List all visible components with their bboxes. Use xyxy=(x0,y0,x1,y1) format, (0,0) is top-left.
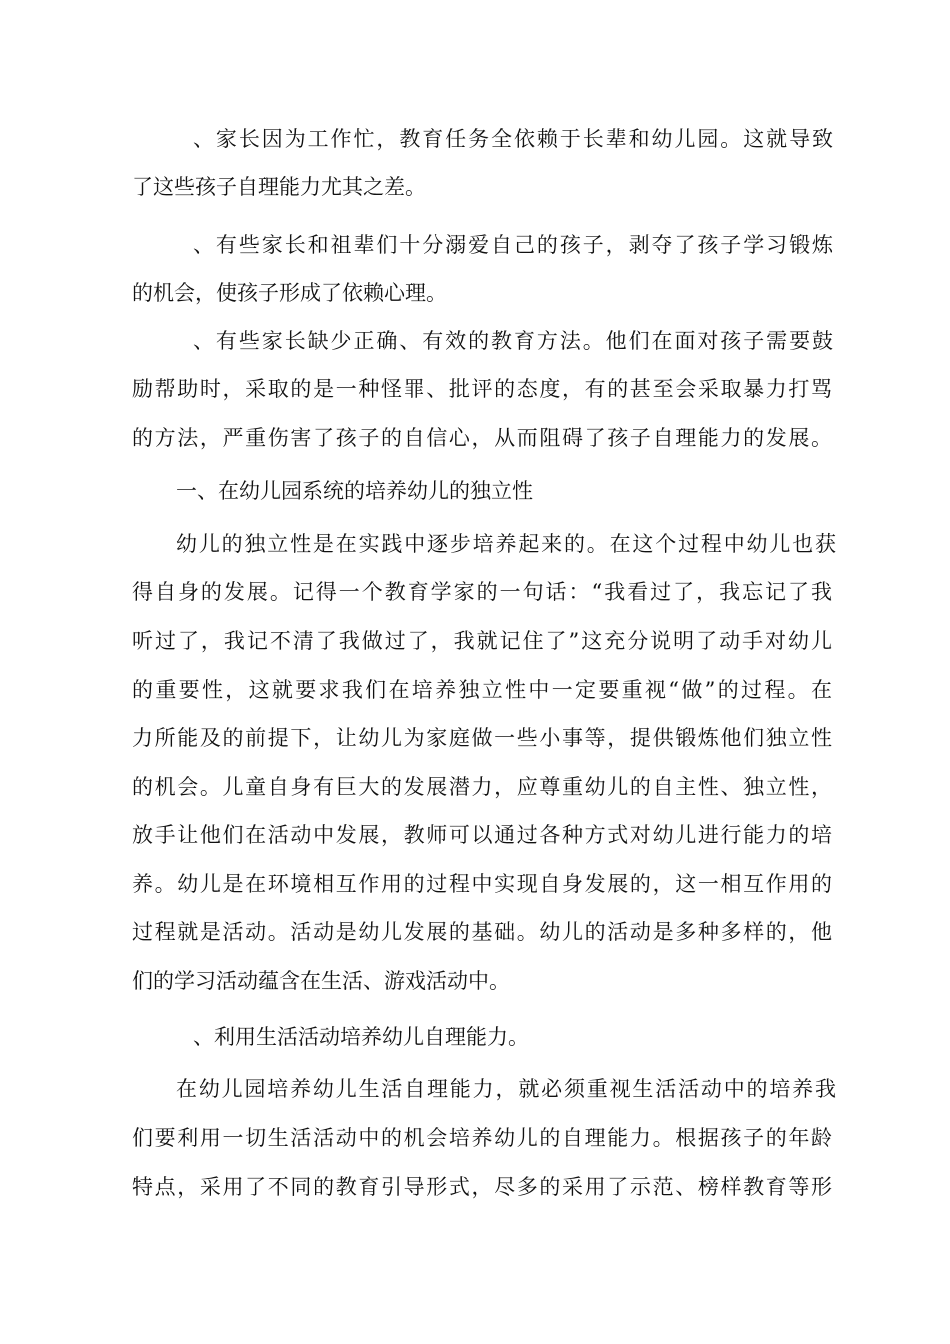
text-line: 听过了，我记不清了我做过了，我就记住了”这充分说明了动手对幼儿 xyxy=(132,629,834,653)
text-line: 力所能及的前提下，让幼儿为家庭做一些小事等，提供锻炼他们独立性 xyxy=(132,726,834,750)
text-line: 的方法，严重伤害了孩子的自信心，从而阻碍了孩子自理能力的发展。 xyxy=(132,426,834,450)
text-line: 养。幼儿是在环境相互作用的过程中实现自身发展的，这一相互作用的 xyxy=(132,872,834,896)
text-line: 特点，采用了不同的教育引导形式，尽多的采用了示范、榜样教育等形 xyxy=(132,1175,834,1199)
text-line: 的机会。儿童自身有巨大的发展潜力，应尊重幼儿的自主性、独立性， xyxy=(132,775,834,799)
text-line: 们的学习活动蕴含在生活、游戏活动中。 xyxy=(132,969,510,993)
subsection-heading: 、利用生活活动培养幼儿自理能力。 xyxy=(193,1025,529,1049)
text-line: 放手让他们在活动中发展，教师可以通过各种方式对幼儿进行能力的培 xyxy=(132,823,834,847)
text-line: 、有些家长缺少正确、有效的教育方法。他们在面对孩子需要鼓 xyxy=(193,329,835,353)
text-line: 励帮助时，采取的是一种怪罪、批评的态度，有的甚至会采取暴力打骂 xyxy=(132,377,834,401)
text-line: 过程就是活动。活动是幼儿发展的基础。幼儿的活动是多种多样的，他 xyxy=(132,920,834,944)
text-line: 、有些家长和祖辈们十分溺爱自己的孩子，剥夺了孩子学习锻炼 xyxy=(193,233,835,257)
text-line: 、家长因为工作忙，教育任务全依赖于长辈和幼儿园。这就导致 xyxy=(193,127,835,151)
text-line: 了这些孩子自理能力尤其之差。 xyxy=(132,175,426,199)
text-line: 幼儿的独立性是在实践中逐步培养起来的。在这个过程中幼儿也获 xyxy=(176,532,838,556)
section-heading: 一、在幼儿园系统的培养幼儿的独立性 xyxy=(176,479,533,503)
text-line: 的重要性，这就要求我们在培养独立性中一定要重视“做”的过程。在 xyxy=(132,678,835,702)
text-line: 们要利用一切生活活动中的机会培养幼儿的自理能力。根据孩子的年龄 xyxy=(132,1126,834,1150)
text-line: 在幼儿园培养幼儿生活自理能力，就必须重视生活活动中的培养我 xyxy=(176,1077,838,1101)
text-line: 得自身的发展。记得一个教育学家的一句话：“我看过了，我忘记了我 xyxy=(132,580,834,604)
text-line: 的机会，使孩子形成了依赖心理。 xyxy=(132,281,447,305)
